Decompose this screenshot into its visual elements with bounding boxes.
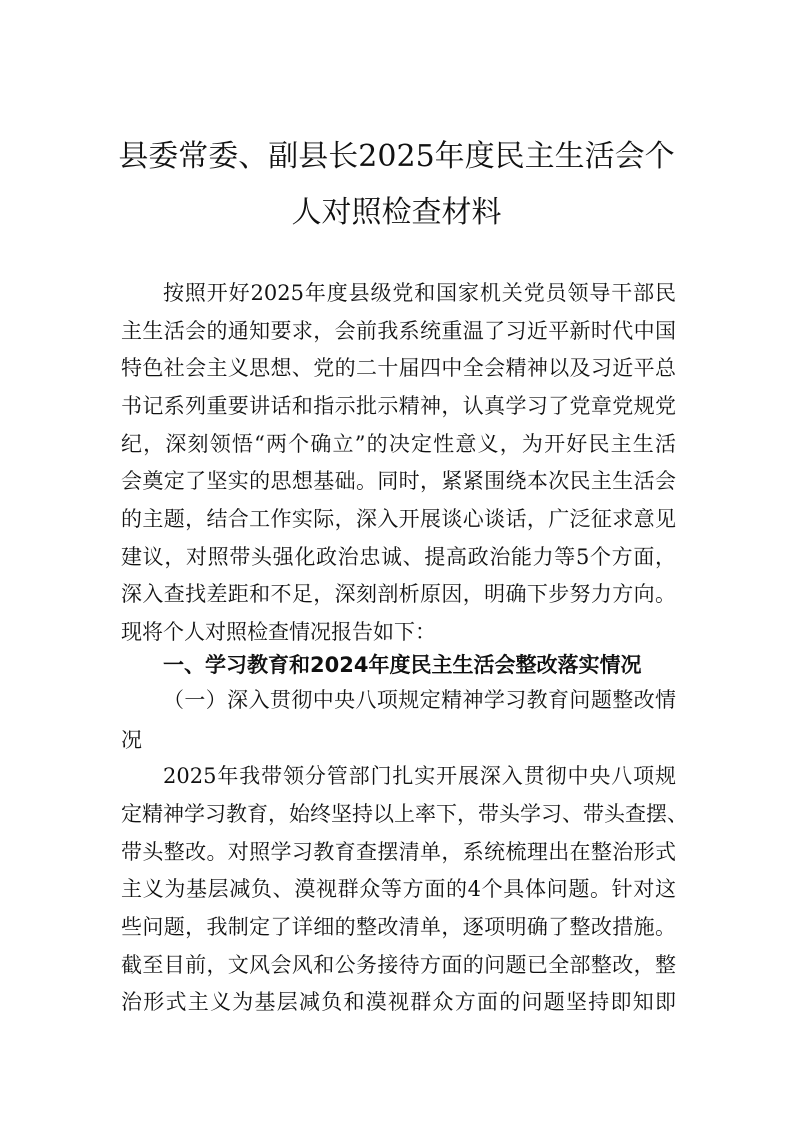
text-line: 深入查找差距和不足，深刻剖析原因，明确下步努力方向。 — [121, 582, 676, 606]
text-line: 主义为基层减负、漠视群众等方面的4个具体问题。针对这 — [121, 877, 676, 901]
text-line: 特色社会主义思想、党的二十届四中全会精神以及习近平总 — [121, 356, 676, 380]
text-line: 截至目前，文风会风和公务接待方面的问题已全部整改，整 — [121, 953, 676, 977]
subsection-heading: （一）深入贯彻中央八项规定精神学习教育问题整改情 — [163, 688, 676, 712]
text-line: 会奠定了坚实的思想基础。同时，紧紧围绕本次民主生活会 — [121, 469, 676, 493]
section-heading: 一、学习教育和2024年度民主生活会整改落实情况 — [163, 653, 642, 677]
text-line: 主生活会的通知要求，会前我系统重温了习近平新时代中国 — [121, 319, 676, 343]
text-line: 的主题，结合工作实际，深入开展谈心谈话，广泛征求意见 — [121, 507, 676, 531]
subsection-heading-continued: 况 — [121, 728, 142, 752]
text-line: 书记系列重要讲话和指示批示精神，认真学习了党章党规党 — [121, 394, 676, 418]
text-line: 治形式主义为基层减负和漠视群众方面的问题坚持即知即 — [121, 990, 676, 1014]
text-line: 些问题，我制定了详细的整改清单，逐项明确了整改措施。 — [121, 915, 676, 939]
text-line: 定精神学习教育，始终坚持以上率下，带头学习、带头查摆、 — [121, 802, 688, 826]
document-title-line-1: 县委常委、副县长2025年度民主生活会个 — [118, 139, 675, 174]
text-line: 2025年我带领分管部门扎实开展深入贯彻中央八项规 — [163, 764, 676, 788]
document-title-line-2: 人对照检查材料 — [291, 195, 502, 230]
text-line: 纪，深刻领悟“两个确立”的决定性意义，为开好民主生活 — [121, 432, 676, 456]
text-line: 现将个人对照检查情况报告如下： — [121, 620, 436, 644]
text-line: 建议，对照带头强化政治忠诚、提高政治能力等5个方面， — [121, 545, 676, 569]
text-line: 按照开好2025年度县级党和国家机关党员领导干部民 — [163, 281, 676, 305]
text-line: 带头整改。对照学习教育查摆清单，系统梳理出在整治形式 — [121, 840, 676, 864]
